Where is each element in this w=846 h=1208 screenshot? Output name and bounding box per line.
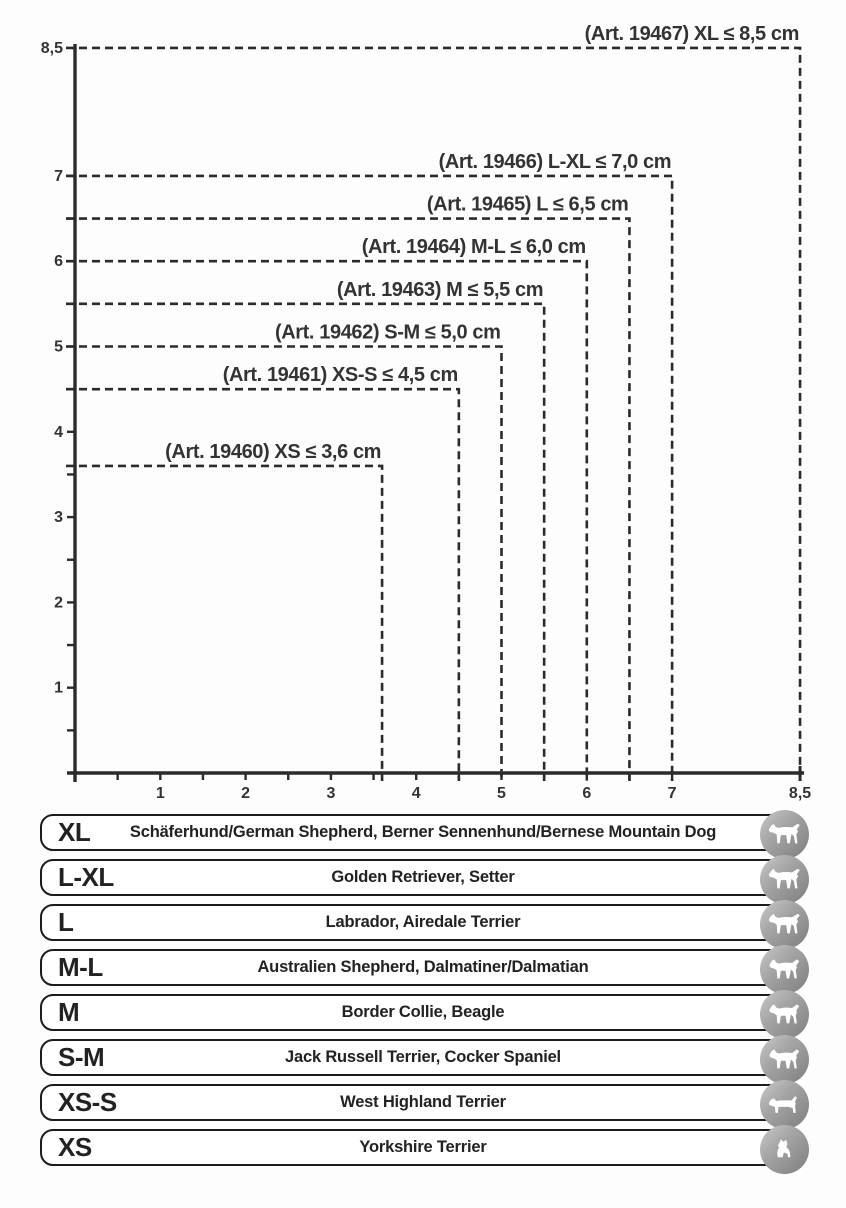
size-row-xs [40, 1129, 806, 1166]
size-row-l-xl [40, 859, 806, 896]
y-tick-label: 6 [54, 253, 63, 271]
y-tick-label: 3 [54, 509, 63, 527]
dog-icon [760, 1125, 809, 1174]
x-tick-label: 8,5 [788, 785, 812, 802]
x-tick-label: 3 [326, 785, 336, 802]
y-tick-label: 2 [54, 594, 63, 612]
y-tick-label: 4 [54, 423, 63, 441]
size-box-label-l-xl: (Art. 19466) L-XL ≤ 7,0 cm [438, 150, 672, 173]
x-tick-label: 6 [582, 785, 592, 802]
dog-icon [760, 900, 809, 949]
breed-list: Golden Retriever, Setter [331, 868, 515, 886]
size-label: L [58, 907, 74, 937]
dog-icon [760, 990, 809, 1039]
breed-list: Australien Shepherd, Dalmatiner/Dalmatian [257, 958, 589, 976]
dog-icon [760, 855, 809, 904]
size-label: M [58, 997, 80, 1027]
y-tick-label: 5 [54, 338, 63, 356]
size-legend [40, 814, 806, 1174]
breed-list: Schäferhund/German Shepherd, Berner Sennenhund/Bernese Mountain Dog [129, 823, 717, 841]
x-tick-label: 4 [411, 785, 421, 802]
breed-list: Jack Russell Terrier, Cocker Spaniel [285, 1048, 561, 1066]
size-box-label-m: (Art. 19463) M ≤ 5,5 cm [336, 278, 544, 301]
breed-list: West Highland Terrier [340, 1093, 506, 1111]
size-label: XL [58, 817, 91, 847]
size-row-m [40, 994, 806, 1031]
size-box-label-s-m: (Art. 19462) S-M ≤ 5,0 cm [274, 321, 501, 344]
size-box-l-xl [66, 176, 672, 781]
size-box-label-xs: (Art. 19460) XS ≤ 3,6 cm [165, 440, 382, 463]
size-box-label-l: (Art. 19465) L ≤ 6,5 cm [426, 193, 629, 216]
breed-list: Border Collie, Beagle [341, 1003, 505, 1021]
size-box-xl [66, 48, 800, 781]
x-tick-label: 1 [155, 785, 165, 802]
size-box-label-xs-s: (Art. 19461) XS-S ≤ 4,5 cm [222, 364, 458, 387]
size-row-xs-s [40, 1084, 806, 1121]
dog-icon [760, 945, 809, 994]
breed-list: Yorkshire Terrier [359, 1138, 487, 1156]
y-tick-label: 1 [54, 679, 63, 697]
size-row-m-l [40, 949, 806, 986]
dog-icon [760, 1035, 809, 1084]
size-label: XS [58, 1132, 92, 1162]
y-tick-label: 8,5 [40, 39, 63, 57]
x-tick-label: 2 [241, 785, 251, 802]
size-label: S-M [58, 1042, 105, 1072]
size-label: XS-S [58, 1087, 117, 1117]
x-tick-label: 5 [497, 785, 506, 802]
size-box-xs [66, 466, 382, 781]
y-tick-label: 7 [54, 167, 63, 185]
size-row-xl [40, 814, 806, 851]
size-row-l [40, 904, 806, 941]
dog-icon [760, 810, 809, 859]
size-box-s-m [66, 347, 502, 782]
breed-list: Labrador, Airedale Terrier [325, 913, 521, 931]
size-label: L-XL [58, 862, 114, 892]
size-row-s-m [40, 1039, 806, 1076]
size-box-label-m-l: (Art. 19464) M-L ≤ 6,0 cm [361, 236, 586, 259]
size-label: M-L [58, 952, 103, 982]
x-tick-label: 7 [667, 785, 677, 802]
size-box-label-xl: (Art. 19467) XL ≤ 8,5 cm [584, 22, 800, 45]
dog-icon [760, 1080, 809, 1129]
